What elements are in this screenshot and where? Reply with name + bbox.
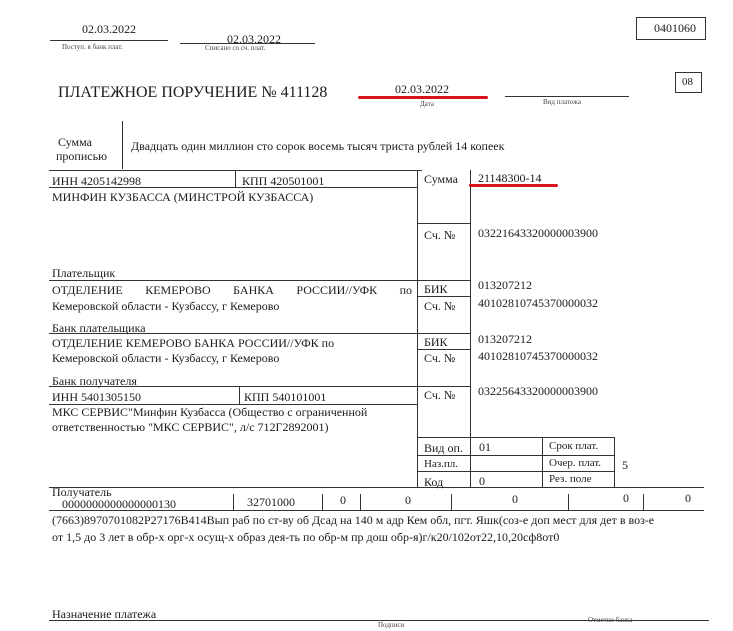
payer-bank-bik-label: БИК [424,282,448,296]
payer-account-line [418,223,470,224]
budget-div-4 [451,494,452,510]
payment-type-caption: Вид платежа [543,98,582,106]
amount-label: Сумма [424,172,458,186]
payer-bank-word-1: ОТДЕЛЕНИЕ [52,283,123,297]
payer-account-label: Сч. № [424,228,456,242]
budget-div-2 [322,494,323,510]
amount-words-label-2: прописью [56,149,108,163]
signatures-caption: Подписи [378,621,405,629]
payer-bank-word-2: КЕМЕРОВО [145,283,211,297]
payee-inn: ИНН 5401305150 [52,390,141,404]
payment-type-line [505,96,629,97]
budget-field-4: 0 [405,493,411,507]
value-vertical-divider [470,170,471,487]
srok-label: Срок плат. [549,440,599,452]
payer-bank-account: 40102810745370000032 [478,296,598,310]
payer-kpp: КПП 420501001 [242,174,325,188]
payer-account: 03221643320000003900 [478,226,598,240]
operation-right-divider [542,437,543,487]
ocher-value: 5 [622,458,628,472]
bank-marks-caption: Отметки банка [588,616,633,624]
amount-highlight-underline [469,184,558,187]
payee-bank-caption: Банк получателя [52,374,137,388]
budget-field-5: 0 [512,492,518,506]
budget-div-1 [233,494,234,510]
vid-op-value: 01 [479,440,491,454]
rez-label: Рез. поле [549,473,592,485]
payer-bank-name-line1 [52,283,412,298]
budget-div-3 [360,494,361,510]
naz-pl-label: Наз.пл. [424,458,459,470]
payer-bank-word-4: РОССИИ//УФК [296,283,378,297]
payer-bank-word-3: БАНКА [233,283,274,297]
payee-bank-name-line1: ОТДЕЛЕНИЕ КЕМЕРОВО БАНКА РОССИИ//УФК по [52,336,335,350]
budget-field-6: 0 [623,491,629,505]
payer-inn: ИНН 4205142998 [52,174,141,188]
vid-op-label: Вид оп. [424,441,463,455]
received-date-line [50,40,168,41]
payer-bank-caption: Банк плательщика [52,321,146,335]
main-vertical-divider [417,170,418,487]
operation-top-line [418,437,615,438]
payer-bank-word-5: по [399,283,412,297]
debited-date: 02.03.2022 [227,32,281,46]
payee-bank-bik-label: БИК [424,335,448,349]
budget-field-3: 0 [340,493,346,507]
debited-caption: Списано со сч. плат. [205,44,266,52]
form-code-box [636,17,706,40]
operation-right-edge [614,437,615,487]
payee-bank-bik: 013207212 [478,332,532,346]
kod-value: 0 [479,474,485,488]
payee-name-line1: МКС СЕРВИС"Минфин Кузбасса (Общество с ограниченной [52,405,368,419]
payee-account: 03225643320000003900 [478,384,598,398]
payee-inn-kpp-divider [239,386,240,404]
purpose-line1: (7663)8970701082Р27176В414Вып раб по ст-ву об Дсад на 140 м адр Кем обл, пгт. Яшк(соз-е доп мест для дет в воз-е [52,513,655,527]
payer-bank-account-label: Сч. № [424,299,456,313]
document-date: 02.03.2022 [395,82,449,96]
date-highlight-underline [358,96,488,99]
amount-words-text: Двадцать один миллион сто сорок восемь тысяч триста рублей 14 копеек [131,139,505,153]
date-caption: Дата [420,100,434,108]
purpose-caption: Назначение платежа [52,607,157,621]
payer-bank-name-line2: Кемеровской области - Кузбассу, г Кемерово [52,299,280,313]
amount-words-label-1: Сумма [58,135,92,149]
budget-div-6 [643,494,644,510]
purpose-line2: от 1,5 до 3 лет в обр-х орг-х осущ-х образ дея-ть по обр-м пр дош обр-я)г/к20/102от22,10,20сф8от0 [52,530,560,544]
budget-div-5 [568,494,569,510]
status-code-box [675,72,702,93]
budget-field-7: 0 [685,491,691,505]
received-date: 02.03.2022 [82,22,136,36]
payee-bank-name-line2: Кемеровской области - Кузбассу, г Кемерово [52,351,280,365]
budget-top-line [49,487,704,488]
payee-bank-account-label: Сч. № [424,351,456,365]
ocher-label: Очер. плат. [549,457,602,469]
payee-bank-account: 40102810745370000032 [478,349,598,363]
payee-kpp: КПП 540101001 [244,390,327,404]
form-code: 0401060 [654,21,696,35]
payee-name-line2: ответственностью "МКС СЕРВИС", л/с 712Г2892001) [52,420,329,434]
payee-account-label: Сч. № [424,388,456,402]
operation-mid-line-2 [418,471,615,472]
payer-inn-kpp-divider [235,170,236,187]
amount-words-divider [122,121,123,169]
status-code: 08 [682,76,693,88]
received-caption: Поступ. в банк плат. [62,43,123,51]
budget-oktmo: 32701000 [247,495,295,509]
payer-bank-bik: 013207212 [478,278,532,292]
payer-name: МИНФИН КУЗБАССА (МИНСТРОЙ КУЗБАССА) [52,190,314,204]
kod-label: Код [424,475,444,489]
amount-value: 21148300-14 [478,171,542,185]
document-title: ПЛАТЕЖНОЕ ПОРУЧЕНИЕ № 411128 [58,84,328,101]
payee-caption: Получатель [52,485,112,499]
budget-kbk: 0000000000000000130 [62,497,176,511]
payer-caption: Плательщик [52,266,116,280]
